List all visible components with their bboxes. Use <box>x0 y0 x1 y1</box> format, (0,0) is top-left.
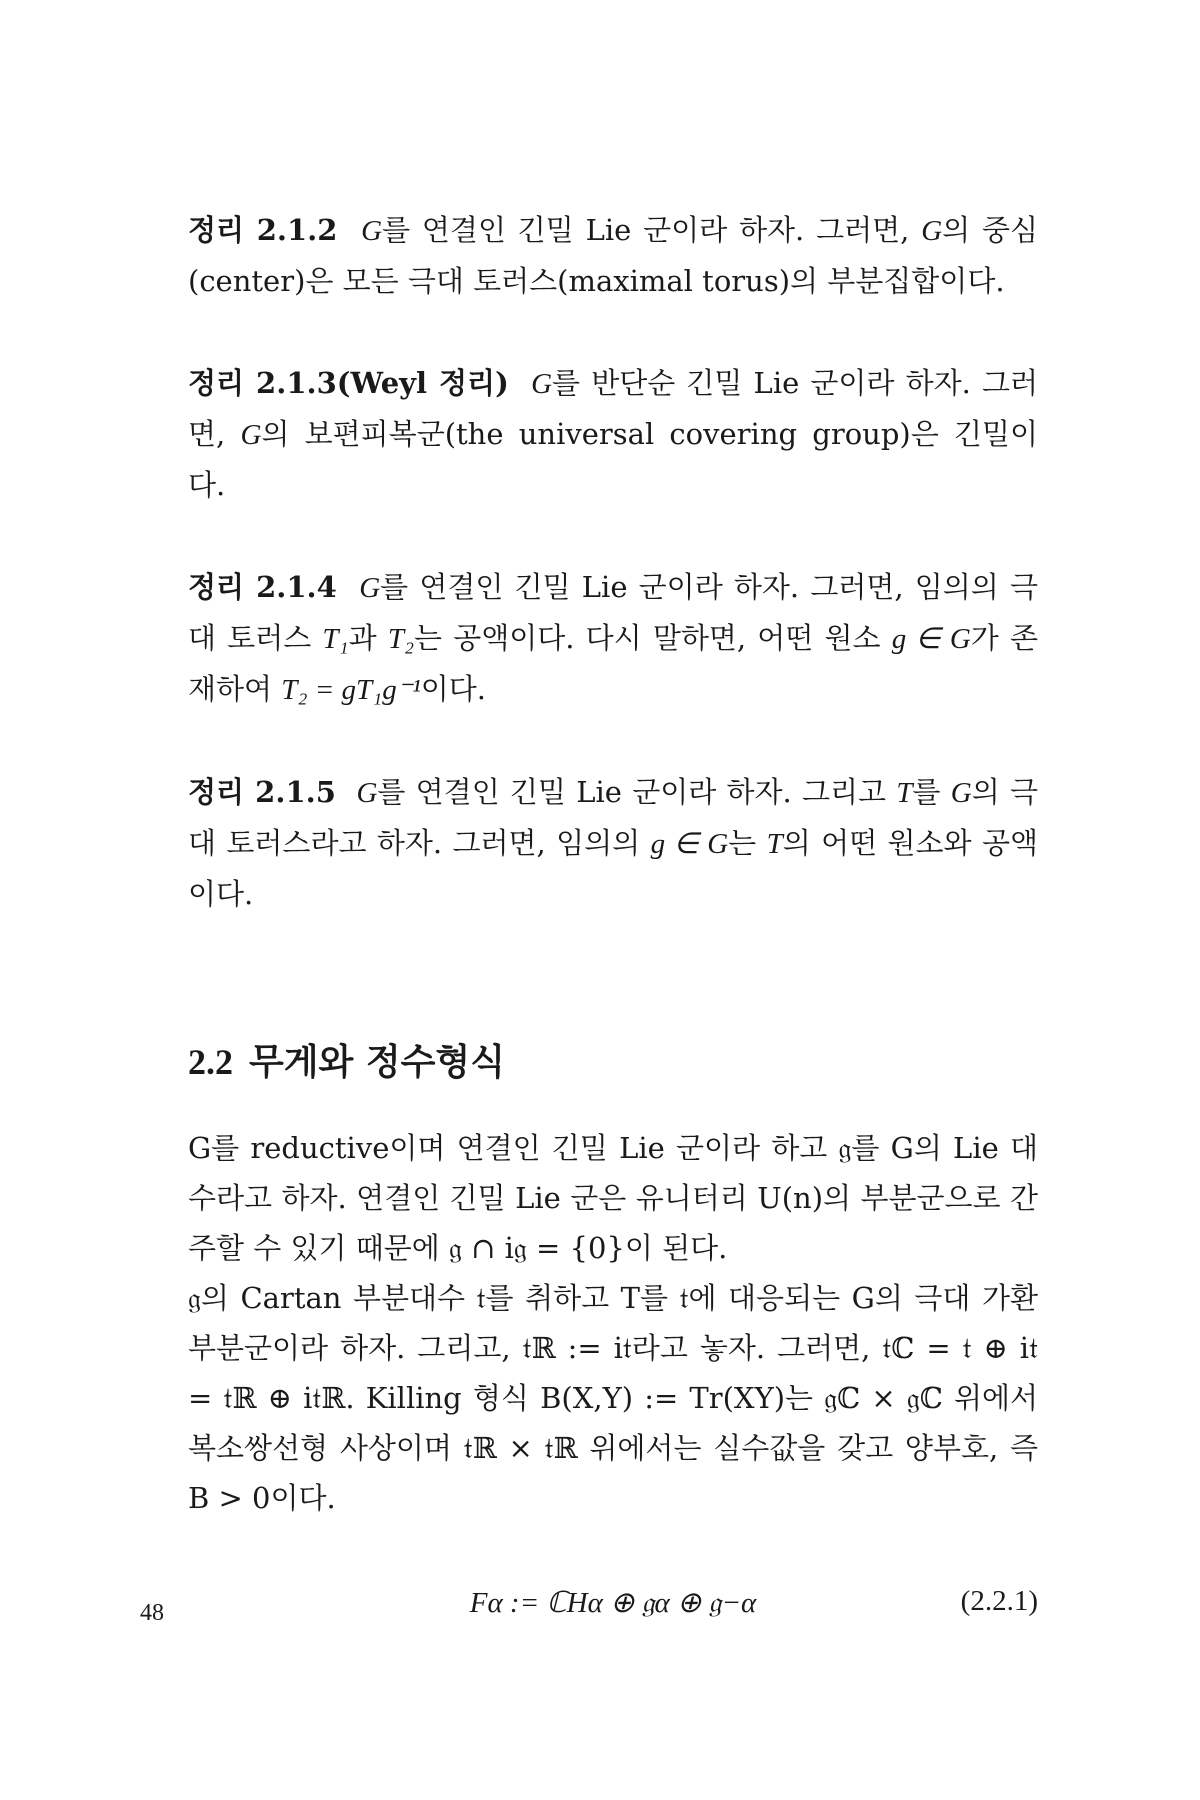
paragraph-2: 𝔤의 Cartan 부분대수 𝔱를 취하고 T를 𝔱에 대응되는 G의 극대 가환부분군이라 하자. 그리고, 𝔱ℝ := i𝔱라고 놓자. 그러면, 𝔱ℂ = 𝔱 ⊕ i𝔱 = 𝔱ℝ ⊕ i𝔱ℝ. Killing 형식 B(X,Y) := Tr(XY)는 𝔤ℂ × 𝔤ℂ 위에서 복소쌍선형 사상이며 𝔱ℝ × 𝔱ℝ 위에서는 실수값을 갖고 양부호, 즉 B > 0이다. <box>188 1281 1038 1515</box>
equation-number: (2.2.1) <box>960 1585 1038 1617</box>
theorem-2-1-4: 정리 2.1.4 G를 연결인 긴밀 Lie 군이라 하자. 그러면, 임의의 극대 토러스 T₁과 T₂는 공액이다. 다시 말하면, 어떤 원소 g ∈ G가 존재하여 T₂ = gT₁g⁻¹이다. <box>188 570 1039 706</box>
theorem-2-1-3: 정리 2.1.3(Weyl 정리) G를 반단순 긴밀 Lie 군이라 하자. 그러면, G의 보편피복군(the universal covering group)은 긴밀이다. <box>188 366 1039 502</box>
theorem-label: 정리 2.1.3(Weyl 정리) <box>188 366 509 400</box>
equation-body: Fα := ℂHα ⊕ 𝔤α ⊕ 𝔤−α <box>469 1587 757 1619</box>
theorem-2-1-5: 정리 2.1.5 G를 연결인 긴밀 Lie 군이라 하자. 그리고 T를 G의 극대 토러스라고 하자. 그러면, 임의의 g ∈ G는 T의 어떤 원소와 공액이다. <box>188 775 1039 911</box>
section-title: 무게와 정수형식 <box>249 1041 505 1083</box>
section-heading <box>188 1037 1038 1087</box>
theorem-2-1-2: 정리 2.1.2 G를 연결인 긴밀 Lie 군이라 하자. 그러면, G의 중심(center)은 모든 극대 토러스(maximal torus)의 부분집합이다. <box>188 213 1039 298</box>
theorem-label: 정리 2.1.2 <box>188 213 338 247</box>
section-number: 2.2 <box>188 1042 233 1082</box>
page-number: 48 <box>140 1600 164 1626</box>
equation-2-2-1 <box>188 1585 1038 1635</box>
paragraph-1: G를 reductive이며 연결인 긴밀 Lie 군이라 하고 𝔤를 G의 Lie 대수라고 하자. 연결인 긴밀 Lie 군은 유니터리 U(n)의 부분군으로 간주할 수 있기 때문에 𝔤 ∩ i𝔤 = {0}이 된다. <box>188 1131 1038 1265</box>
theorem-label: 정리 2.1.5 <box>188 775 336 809</box>
page-body <box>188 205 1038 1635</box>
theorem-label: 정리 2.1.4 <box>188 570 337 604</box>
